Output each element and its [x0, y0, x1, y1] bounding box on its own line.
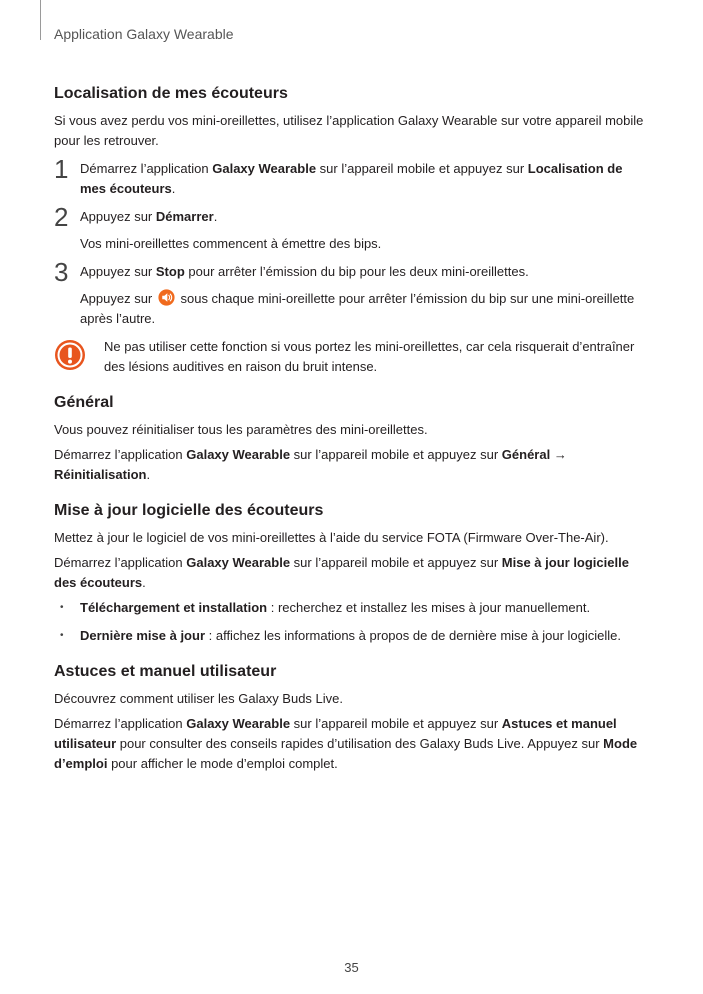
- section-title-update: Mise à jour logicielle des écouteurs: [54, 502, 324, 519]
- section-title-locate: Localisation de mes écouteurs: [54, 85, 288, 102]
- section-update: [54, 501, 649, 646]
- tips-instructions: Démarrez l’application Galaxy Wearable sur l’appareil mobile et appuyez sur Astuces et manuel utilisateur pour consulter des conseils rapides d’utilisation des Galaxy Buds Live. Appuyez sur Mode d’emploi pour afficher le mode d’emploi complet.: [54, 716, 638, 771]
- update-intro: Mettez à jour le logiciel de vos mini-oreillettes à l’aide du service FOTA (Firmware Over-The-Air).: [54, 530, 609, 545]
- list-item: • Dernière mise à jour : affichez les informations à propos de de dernière mise à jour logicielle.: [54, 626, 649, 646]
- tips-intro: Découvrez comment utiliser les Galaxy Buds Live.: [54, 691, 344, 706]
- step-text: Démarrez l’application Galaxy Wearable sur l’appareil mobile et appuyez sur Localisation de mes écouteurs.: [80, 161, 623, 196]
- speaker-icon: [158, 289, 175, 306]
- page-content: [54, 84, 649, 790]
- warning-notice: [54, 337, 649, 377]
- step-text: Appuyez sur Démarrer.: [80, 209, 218, 224]
- running-header: Application Galaxy Wearable: [54, 26, 234, 42]
- warning-icon: [54, 339, 86, 371]
- section-title-tips: Astuces et manuel utilisateur: [54, 663, 277, 680]
- step-number: 1: [54, 154, 69, 184]
- warning-text: Ne pas utiliser cette fonction si vous portez les mini-oreillettes, car cela risquerait d’entraîner des lésions auditives en raison du bruit intense.: [104, 339, 635, 374]
- update-options-list: [54, 598, 649, 646]
- step-number: 3: [54, 257, 69, 287]
- list-item: • Téléchargement et installation : recherchez et installez les mises à jour manuellement.: [54, 598, 649, 618]
- step-text: Appuyez sur Stop pour arrêter l’émission du bip pour les deux mini-oreillettes.: [80, 264, 529, 279]
- section-tips: [54, 662, 649, 774]
- update-instructions: Démarrez l’application Galaxy Wearable sur l’appareil mobile et appuyez sur Mise à jour logicielle des écouteurs.: [54, 555, 629, 590]
- locate-intro: Si vous avez perdu vos mini-oreillettes, utilisez l’application Galaxy Wearable sur votre appareil mobile pour les retrouver.: [54, 113, 644, 148]
- section-locate: [54, 84, 649, 377]
- step-3: [54, 257, 649, 329]
- step-number: 2: [54, 202, 69, 232]
- general-intro: Vous pouvez réinitialiser tous les paramètres des mini-oreillettes.: [54, 422, 428, 437]
- page-number: 35: [344, 960, 359, 975]
- section-general: [54, 393, 649, 485]
- step-2: [54, 202, 649, 254]
- step-note: Vos mini-oreillettes commencent à émettre des bips.: [80, 236, 382, 251]
- general-instructions: Démarrez l’application Galaxy Wearable sur l’appareil mobile et appuyez sur Général → Réinitialisation.: [54, 447, 567, 482]
- step-note: Appuyez sur sous chaque mini-oreillette pour arrêter l’émission du bip sur une mini-oreillette après l’autre.: [80, 291, 635, 326]
- step-1: [54, 154, 649, 199]
- section-title-general: Général: [54, 394, 114, 411]
- header-rule: [40, 0, 41, 40]
